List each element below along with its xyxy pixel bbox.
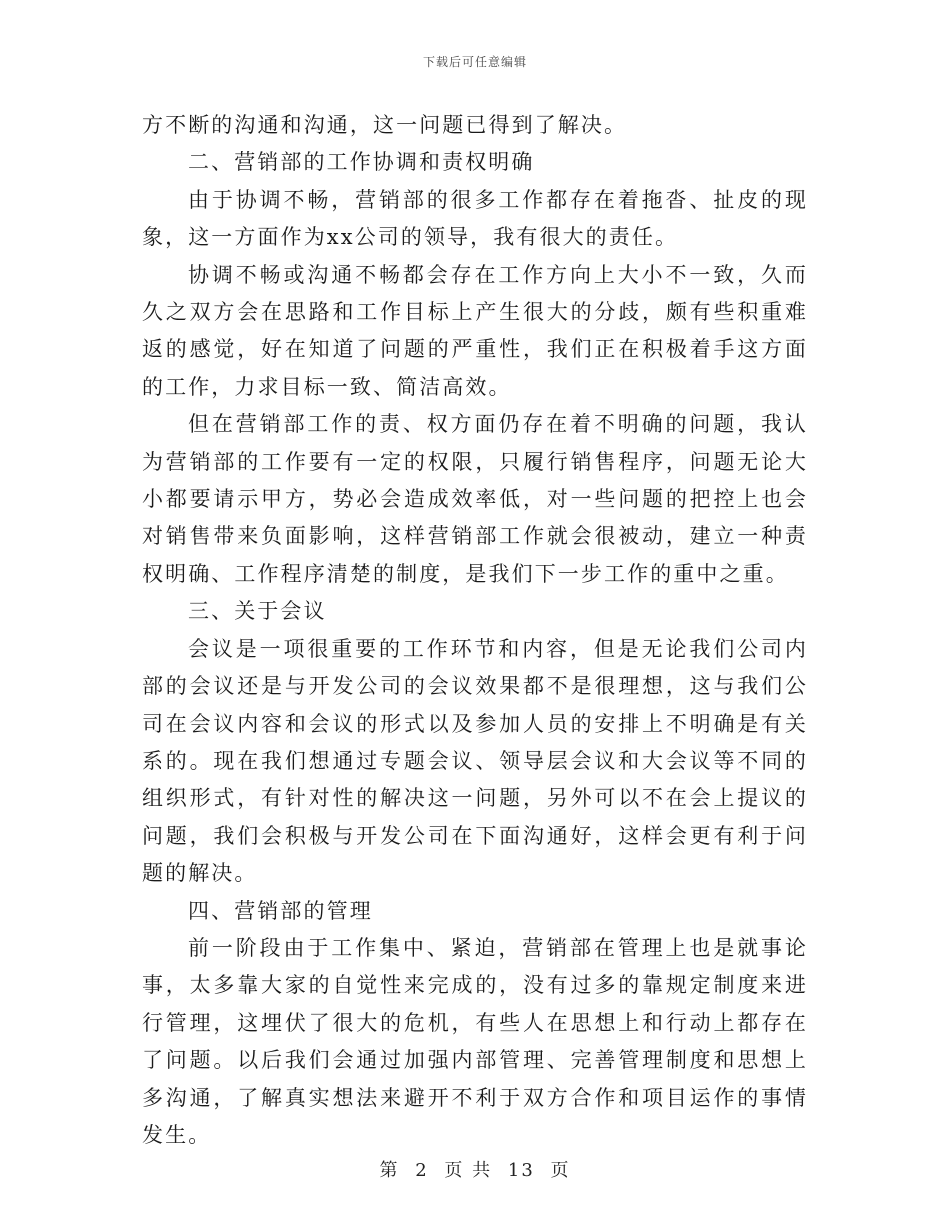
- section-heading-4: 四、营销部的管理: [188, 898, 373, 923]
- paragraph: 由于协调不畅，营销部的很多工作都存在着拖沓、扯皮的现象，这一方面作为xx公司的领导，我有很大的责任。: [142, 187, 808, 250]
- footer-middle: 页 共: [444, 1160, 493, 1181]
- document-body: [142, 107, 808, 1154]
- total-page-count: 13: [507, 1160, 535, 1181]
- paragraph: 但在营销部工作的责、权方面仍存在着不明确的问题，我认为营销部的工作要有一定的权限，只履行销售程序，问题无论大小都要请示甲方，势必会造成效率低，对一些问题的把控上也会对销售带来负面影响，这样营销部工作就会很被动，建立一种责权明确、工作程序清楚的制度，是我们下一步工作的重中之重。: [142, 412, 808, 586]
- footer-suffix: 页: [550, 1160, 571, 1181]
- page-number-footer: [0, 1156, 950, 1182]
- paragraph: 会议是一项很重要的工作环节和内容，但是无论我们公司内部的会议还是与开发公司的会议效果都不是很理想，这与我们公司在会议内容和会议的形式以及参加人员的安排上不明确是有关系的。现在我们想通过专题会议、领导层会议和大会议等不同的组织形式，有针对性的解决这一问题，另外可以不在会上提议的问题，我们会积极与开发公司在下面沟通好，这样会更有利于问题的解决。: [142, 636, 808, 886]
- paragraph: 前一阶段由于工作集中、紧迫，营销部在管理上也是就事论事，太多靠大家的自觉性来完成的，没有过多的靠规定制度来进行管理，这埋伏了很大的危机，有些人在思想上和行动上都存在了问题。以后我们会通过加强内部管理、完善管理制度和思想上多沟通，了解真实想法来避开不利于双方合作和项目运作的事情发生。: [142, 935, 808, 1147]
- page-header-note: 下载后可任意编辑: [422, 55, 527, 69]
- section-heading-2: 二、营销部的工作协调和责权明确: [188, 150, 535, 175]
- current-page-number: 2: [415, 1160, 429, 1181]
- section-heading-3: 三、关于会议: [188, 599, 327, 624]
- paragraph-continuation: 方不断的沟通和沟通，这一问题已得到了解决。: [142, 113, 628, 137]
- footer-prefix: 第: [379, 1160, 400, 1181]
- paragraph: 协调不畅或沟通不畅都会存在工作方向上大小不一致，久而久之双方会在思路和工作目标上产生很大的分歧，颇有些积重难返的感觉，好在知道了问题的严重性，我们正在积极着手这方面的工作，力求目标一致、简洁高效。: [142, 262, 808, 399]
